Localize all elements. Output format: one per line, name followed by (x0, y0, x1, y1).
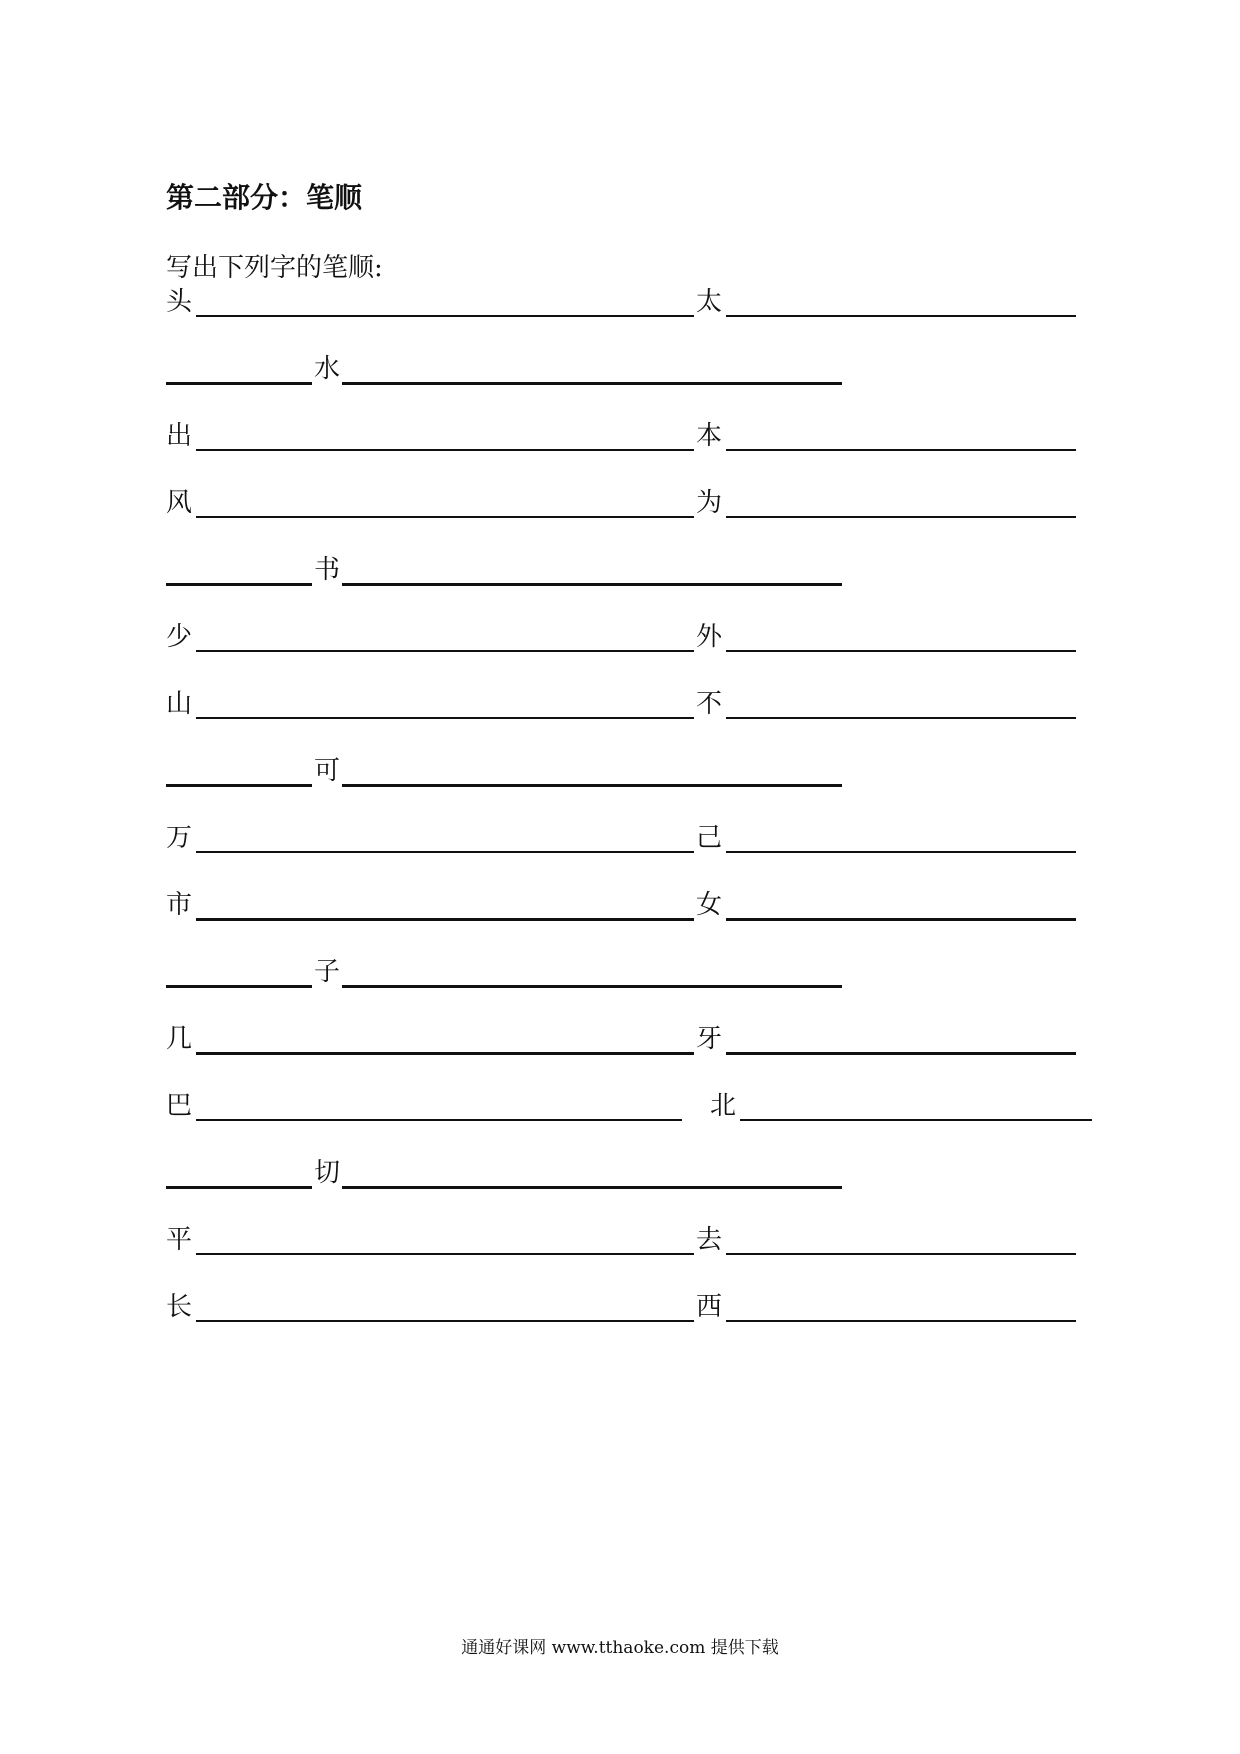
target-character: 女 (696, 890, 723, 920)
target-character: 少 (166, 622, 193, 652)
stroke-order-answer-line[interactable] (196, 717, 694, 719)
target-character: 可 (314, 756, 341, 786)
stroke-order-answer-line[interactable] (726, 1253, 1076, 1255)
target-character: 西 (696, 1292, 723, 1322)
stroke-order-answer-line[interactable] (196, 315, 694, 317)
stroke-order-answer-line[interactable] (196, 516, 694, 518)
target-character: 为 (696, 488, 723, 518)
stroke-order-answer-line[interactable] (726, 449, 1076, 451)
stroke-order-answer-line[interactable] (342, 382, 842, 385)
stroke-order-answer-line[interactable] (342, 1186, 842, 1189)
stroke-order-answer-line[interactable] (196, 1320, 694, 1322)
stroke-order-answer-line[interactable] (166, 583, 312, 586)
stroke-order-answer-line[interactable] (726, 1320, 1076, 1322)
stroke-order-answer-line[interactable] (196, 650, 694, 652)
stroke-order-answer-line[interactable] (726, 1052, 1076, 1055)
target-character: 书 (314, 555, 341, 585)
target-character: 风 (166, 488, 193, 518)
target-character: 市 (166, 890, 193, 920)
stroke-order-answer-line[interactable] (196, 918, 694, 921)
target-character: 长 (166, 1292, 193, 1322)
target-character: 巴 (166, 1091, 193, 1121)
stroke-order-answer-line[interactable] (166, 784, 312, 787)
stroke-order-answer-line[interactable] (166, 382, 312, 385)
target-character: 出 (166, 421, 193, 451)
stroke-order-answer-line[interactable] (740, 1119, 1092, 1121)
target-character: 头 (166, 287, 193, 317)
stroke-order-answer-line[interactable] (166, 1186, 312, 1189)
target-character: 去 (696, 1225, 723, 1255)
stroke-order-answer-line[interactable] (726, 516, 1076, 518)
stroke-order-answer-line[interactable] (726, 650, 1076, 652)
target-character: 平 (166, 1225, 193, 1255)
section-title: 第二部分：笔顺 (166, 181, 363, 214)
stroke-order-answer-line[interactable] (196, 1052, 694, 1055)
stroke-order-answer-line[interactable] (726, 851, 1076, 853)
stroke-order-answer-line[interactable] (196, 1119, 682, 1121)
target-character: 山 (166, 689, 193, 719)
stroke-order-answer-line[interactable] (726, 315, 1076, 317)
stroke-order-answer-line[interactable] (196, 1253, 694, 1255)
target-character: 万 (166, 823, 193, 853)
target-character: 不 (696, 689, 723, 719)
stroke-order-answer-line[interactable] (726, 717, 1076, 719)
target-character: 己 (696, 823, 723, 853)
target-character: 子 (314, 957, 341, 987)
target-character: 本 (696, 421, 723, 451)
target-character: 切 (314, 1158, 341, 1188)
target-character: 牙 (696, 1024, 723, 1054)
target-character: 北 (710, 1091, 737, 1121)
target-character: 几 (166, 1024, 193, 1054)
stroke-order-answer-line[interactable] (726, 918, 1076, 921)
instruction-text: 写出下列字的笔顺: (166, 253, 383, 283)
stroke-order-answer-line[interactable] (196, 449, 694, 451)
target-character: 水 (314, 354, 341, 384)
target-character: 太 (696, 287, 723, 317)
stroke-order-answer-line[interactable] (342, 985, 842, 988)
stroke-order-answer-line[interactable] (196, 851, 694, 853)
stroke-order-answer-line[interactable] (166, 985, 312, 988)
footer-credit: 通通好课网 www.tthaoke.com 提供下载 (461, 1638, 779, 1658)
stroke-order-answer-line[interactable] (342, 583, 842, 586)
stroke-order-answer-line[interactable] (342, 784, 842, 787)
target-character: 外 (696, 622, 723, 652)
